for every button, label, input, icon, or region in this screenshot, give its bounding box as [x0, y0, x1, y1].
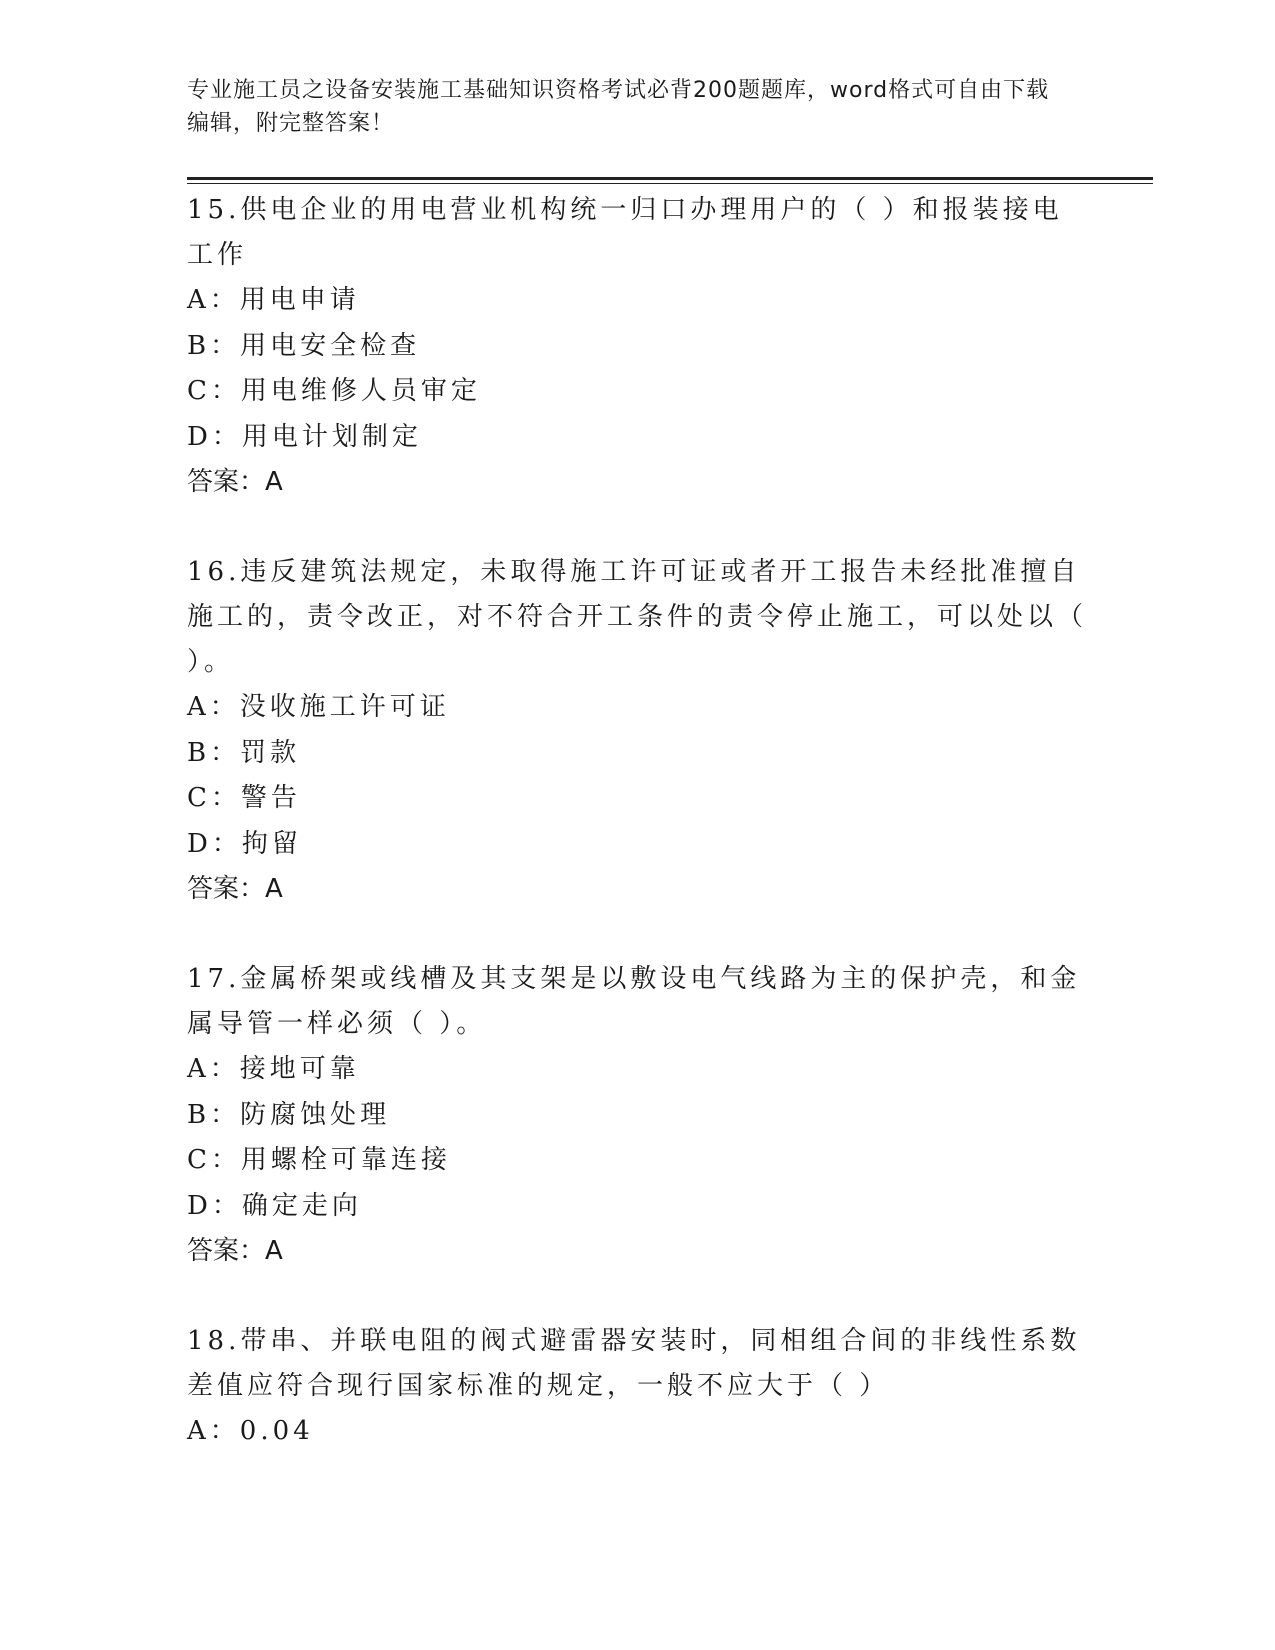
option-b: B：罚款 — [187, 737, 301, 768]
option-b: B：防腐蚀处理 — [187, 1099, 391, 1130]
answer-line: 答案：A — [187, 1236, 283, 1266]
question-list — [187, 188, 1087, 1500]
document-header: 专业施工员之设备安装施工基础知识资格考试必背200题题库，word格式可自由下载编辑，附完整答案！ — [187, 78, 1050, 136]
option-a: A：没收施工许可证 — [187, 692, 450, 722]
question-text: 18.带串、并联电阻的阀式避雷器安装时，同相组合间的非线性系数差值应符合现行国家标准的规定，一般不应大于（ ） — [187, 1326, 1081, 1401]
option-a: A：用电申请 — [187, 285, 360, 315]
question-15 — [187, 188, 1087, 505]
option-c: C：用螺栓可靠连接 — [187, 1145, 451, 1175]
question-text: 15.供电企业的用电营业机构统一归口办理用户的（ ）和报装接电工作 — [187, 195, 1063, 270]
option-a: A：接地可靠 — [187, 1054, 360, 1084]
question-text: 16.违反建筑法规定，未取得施工许可证或者开工报告未经批准擅自施工的，责令改正，对不符合开工条件的责令停止施工，可以处以（ ）。 — [187, 557, 1088, 677]
question-18 — [187, 1319, 1087, 1455]
option-d: D：拘留 — [187, 828, 302, 859]
question-text: 17.金属桥架或线槽及其支架是以敷设电气线路为主的保护壳，和金属导管一样必须（ ）。 — [187, 964, 1081, 1039]
option-a: A：0.04 — [187, 1416, 314, 1446]
option-b: B：用电安全检查 — [187, 330, 421, 361]
option-c: C：警告 — [187, 783, 301, 813]
question-16 — [187, 550, 1087, 912]
option-d: D：确定走向 — [187, 1190, 362, 1221]
answer-line: 答案：A — [187, 874, 283, 904]
header-divider-thick — [187, 177, 1153, 180]
header-divider-thin — [187, 183, 1153, 184]
question-17 — [187, 957, 1087, 1274]
option-c: C：用电维修人员审定 — [187, 376, 481, 406]
option-d: D：用电计划制定 — [187, 421, 422, 452]
answer-line: 答案：A — [187, 467, 283, 497]
